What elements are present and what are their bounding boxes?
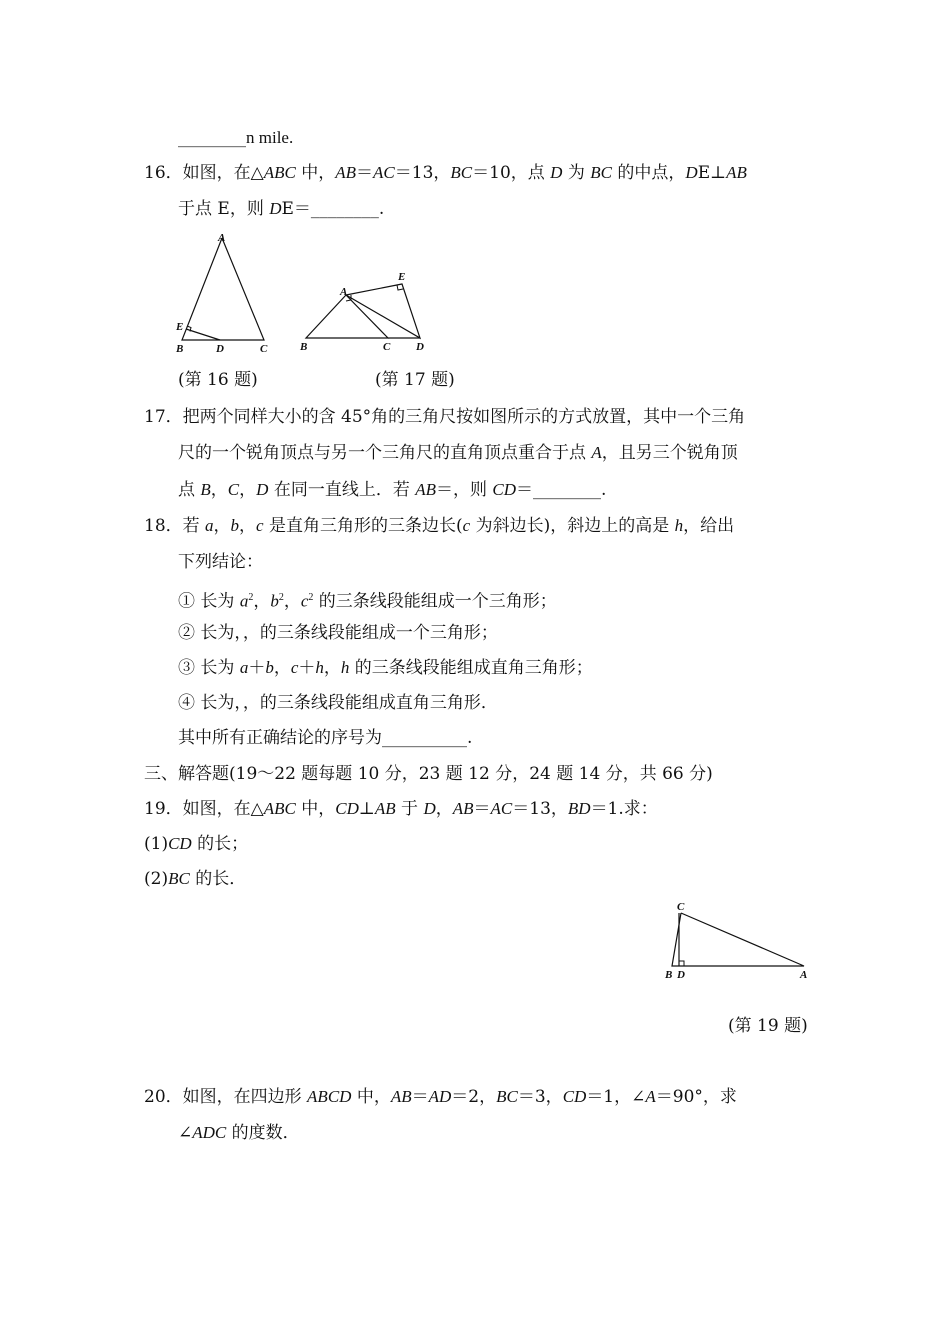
var: AB: [726, 163, 747, 182]
q18-line-2: 下列结论：: [178, 552, 263, 572]
text: 是直角三角形的三条边长(: [263, 516, 463, 536]
text: ，: [283, 591, 301, 612]
figure-17-caption: (第 17 题): [375, 370, 455, 390]
var: D: [269, 199, 282, 218]
text: ＝1，∠: [586, 1087, 646, 1107]
var: CD: [168, 834, 192, 853]
figure-17-triangles: [296, 266, 436, 358]
text: 若: [182, 516, 206, 536]
var: B: [200, 480, 211, 499]
text: 如图，在△: [182, 799, 264, 819]
text: E＝________.: [281, 199, 385, 219]
text: ∠: [178, 1123, 193, 1143]
text: ＝3，: [517, 1087, 563, 1107]
var: CD: [492, 480, 517, 499]
var: b: [230, 516, 240, 535]
var: CD: [335, 799, 359, 818]
question-number: 20．: [144, 1087, 183, 1107]
text: ＝: [473, 799, 491, 819]
label-B: B: [665, 969, 673, 981]
var: BC: [496, 1087, 518, 1106]
q16-line-1: [144, 161, 747, 185]
var: C: [227, 480, 240, 499]
text: 的度数．: [226, 1123, 300, 1143]
text: ＝1.求：: [590, 799, 658, 819]
text: ＝2，: [451, 1087, 497, 1107]
question-number: 18．: [144, 516, 183, 536]
var: h: [315, 658, 324, 677]
text: ＝: [411, 1087, 429, 1107]
text: 为斜边长)，斜边上的高是: [470, 516, 675, 536]
label-E: E: [176, 321, 184, 333]
var: D: [685, 163, 698, 182]
q19-part-1: [144, 832, 248, 856]
text: E⊥: [697, 163, 727, 183]
text: ，: [435, 799, 453, 819]
q18-answer-line: 其中所有正确结论的序号为__________.: [178, 728, 473, 748]
var: a: [239, 658, 249, 677]
var: AB: [335, 163, 357, 182]
text: ，: [323, 658, 341, 678]
var: AC: [490, 799, 513, 818]
var: D: [550, 163, 563, 182]
var: a: [239, 591, 249, 611]
var: h: [674, 516, 684, 535]
q18-line-1: [144, 514, 734, 538]
q18-option-3: [178, 656, 593, 680]
text: ，: [273, 658, 291, 678]
var: b: [265, 658, 274, 677]
text: ＝: [356, 163, 374, 183]
q17-line-3: [178, 478, 606, 502]
var: c: [300, 591, 309, 611]
text: 的长．: [189, 869, 247, 889]
exponent: 2: [308, 592, 314, 603]
q18-option-2: ② 长为，，的三条线段能组成一个三角形；: [178, 623, 498, 643]
text: 的三条线段能组成直角三角形；: [349, 658, 593, 678]
text: ⊥: [358, 799, 375, 819]
text: ，: [253, 591, 271, 612]
text: 中，: [351, 1087, 391, 1107]
text: ① 长为: [178, 591, 240, 612]
var: BC: [168, 869, 190, 888]
text: 点: [178, 480, 201, 500]
label-C: C: [677, 901, 685, 913]
var: c: [462, 516, 471, 535]
text: ，: [213, 516, 231, 536]
text: 如图，在△: [182, 163, 264, 183]
text: ，给出: [683, 516, 735, 536]
text: 的三条线段能组成一个三角形；: [313, 591, 557, 612]
exponent: 2: [278, 592, 284, 603]
q19-part-2: [144, 867, 246, 891]
unit: n mile.: [246, 128, 294, 147]
q16-line-2: [178, 197, 384, 221]
question-number: 16．: [144, 163, 183, 183]
label-B: B: [300, 341, 308, 353]
var: a: [205, 516, 214, 535]
text: ＝10，点: [472, 163, 551, 183]
text: 在同一直线上．若: [268, 480, 416, 500]
text: 于点 E，则: [178, 199, 270, 219]
question-number: 17．: [144, 407, 183, 427]
var: A: [591, 443, 602, 462]
text: 把两个同样大小的含 45°角的三角尺按如图所示的方式放置，其中一个三角: [182, 407, 746, 427]
q20-line-1: [144, 1085, 737, 1109]
text: ③ 长为: [178, 658, 240, 678]
text: 尺的一个锐角顶点与另一个三角尺的直角顶点重合于点: [178, 443, 592, 463]
label-B: B: [176, 343, 184, 355]
label-C: C: [260, 343, 268, 355]
text: (1): [144, 834, 169, 854]
text: ＝90°，求: [655, 1087, 737, 1107]
text: 的中点，: [612, 163, 686, 183]
var: AD: [428, 1087, 452, 1106]
text: ＋: [298, 658, 316, 678]
label-E: E: [398, 271, 406, 283]
text: ＝13，: [394, 163, 451, 183]
text: 为: [562, 163, 591, 183]
var: BC: [450, 163, 473, 182]
label-A: A: [800, 969, 808, 981]
var: BD: [567, 799, 591, 818]
var: AC: [373, 163, 395, 182]
var: ABCD: [307, 1087, 352, 1106]
section-3-heading: 三、解答题(19～22 题每题 10 分，23 题 12 分，24 题 14 分，共 66 分): [144, 764, 713, 784]
var: BC: [590, 163, 612, 182]
text: ，且另三个锐角顶: [601, 443, 738, 463]
var: AB: [452, 799, 474, 818]
figure-19-caption: (第 19 题): [728, 1016, 808, 1036]
var: AB: [415, 480, 437, 499]
label-D: D: [216, 343, 224, 355]
var: A: [645, 1087, 656, 1106]
text: 中，: [295, 163, 336, 183]
var: ABC: [263, 163, 296, 182]
label-A: A: [218, 232, 226, 244]
text: ＝________.: [516, 480, 607, 500]
text: 于: [395, 799, 424, 819]
text: ，: [239, 480, 257, 500]
figure-19-triangle: [660, 898, 810, 986]
figure-16-caption: (第 16 题): [178, 370, 258, 390]
var: AB: [390, 1087, 412, 1106]
text: ＋: [248, 658, 266, 678]
label-A: A: [340, 286, 348, 298]
q19-line-1: [144, 797, 658, 821]
var: AB: [374, 799, 396, 818]
q15-answer-line: [178, 126, 293, 150]
q18-option-1: [178, 586, 557, 614]
var: D: [423, 799, 436, 818]
var: ADC: [192, 1123, 227, 1142]
exponent: 2: [248, 592, 254, 603]
text: 如图，在四边形: [182, 1087, 308, 1107]
q17-line-1: [144, 405, 745, 429]
var: ABC: [263, 799, 296, 818]
var: D: [256, 480, 269, 499]
figure-16-triangle: [170, 228, 280, 358]
var: c: [290, 658, 299, 677]
label-D: D: [677, 969, 685, 981]
label-D: D: [416, 341, 424, 353]
question-number: 19．: [144, 799, 183, 819]
q18-option-4: ④ 长为，，的三条线段能组成直角三角形．: [178, 693, 498, 713]
text: ，: [239, 516, 257, 536]
label-C: C: [383, 341, 391, 353]
text: 的长；: [191, 834, 249, 854]
q20-line-2: [178, 1121, 300, 1145]
var: CD: [562, 1087, 587, 1106]
var: b: [270, 591, 279, 611]
var: c: [256, 516, 264, 535]
text: ＝，则: [436, 480, 493, 500]
text: ，: [210, 480, 228, 500]
q17-line-2: [178, 441, 738, 465]
blank: ________: [178, 128, 246, 148]
text: (2): [144, 869, 169, 889]
text: 中，: [295, 799, 336, 819]
text: ＝13，: [512, 799, 568, 819]
var: h: [340, 658, 350, 677]
